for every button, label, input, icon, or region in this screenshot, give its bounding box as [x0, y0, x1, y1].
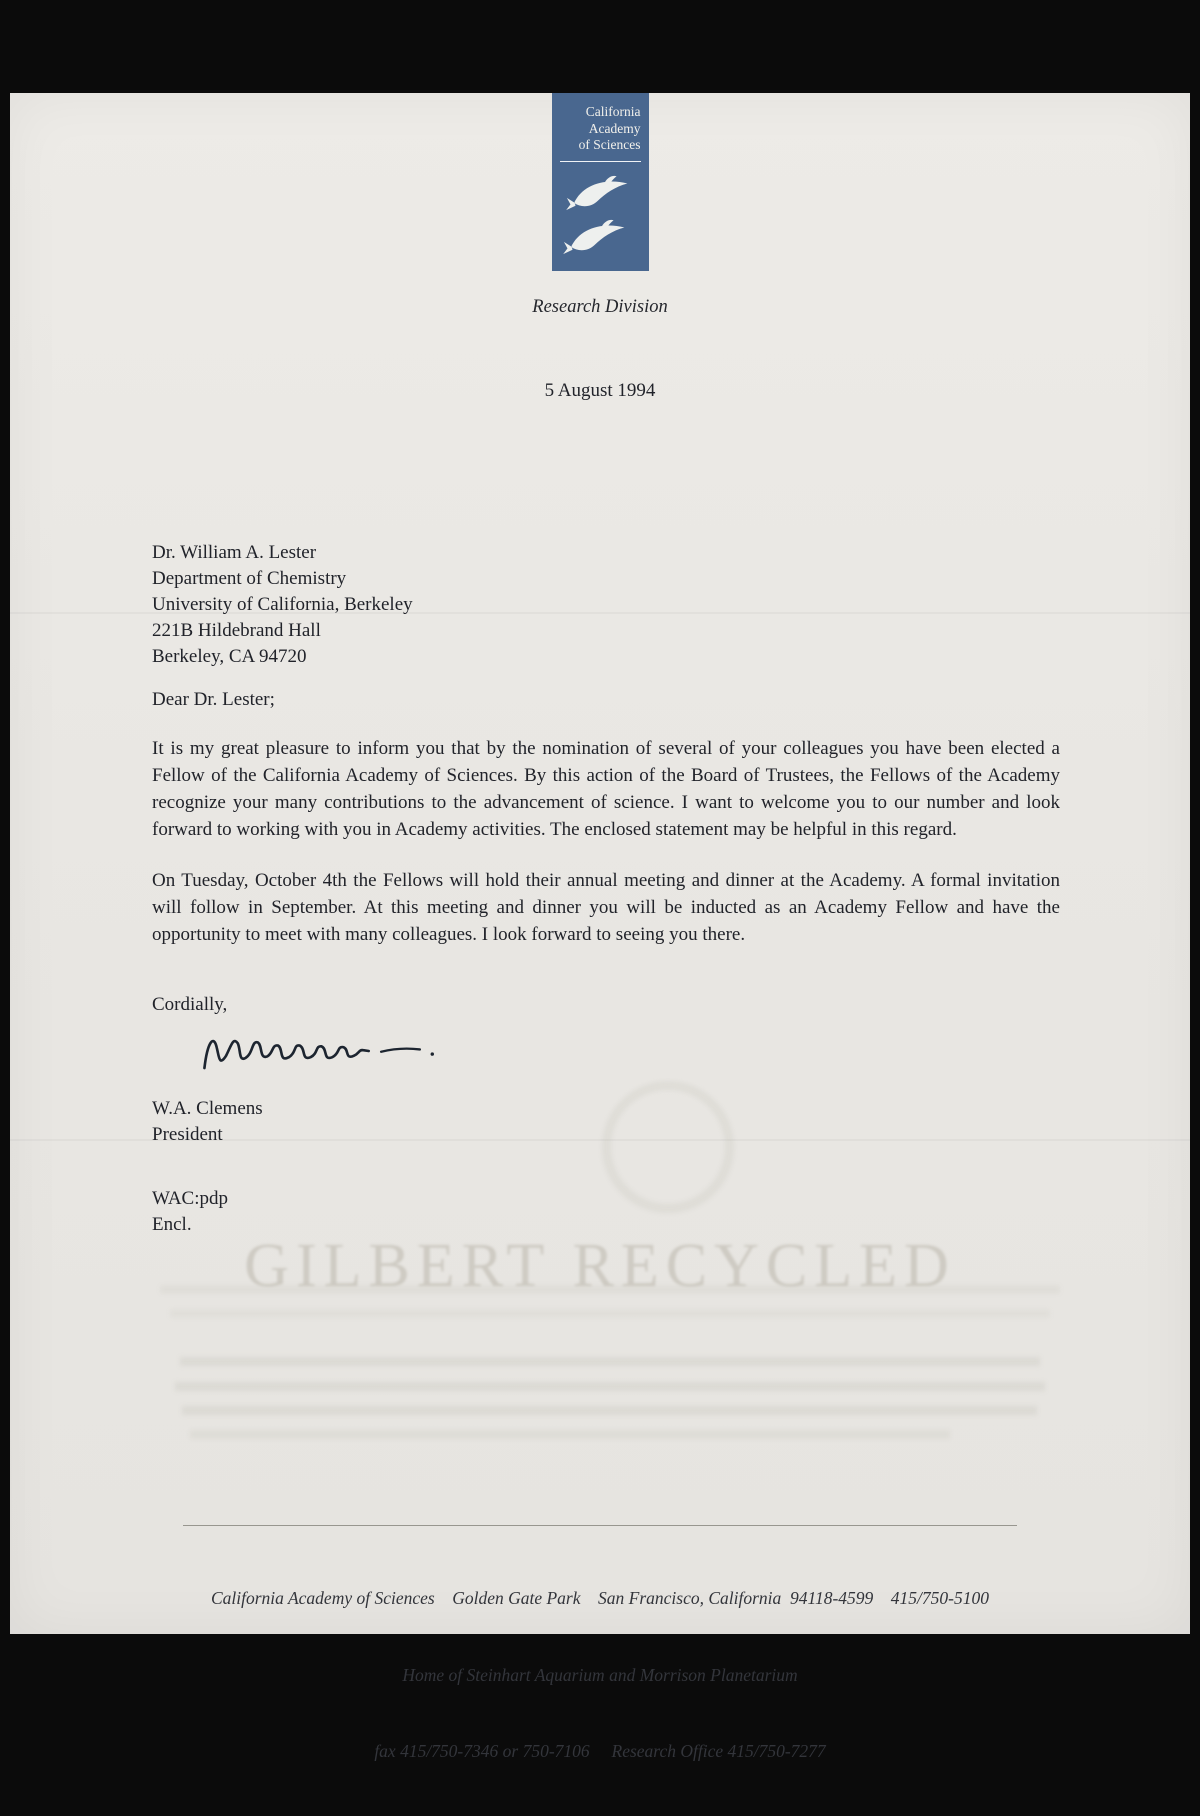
- recipient-city: Berkeley, CA 94720: [152, 646, 307, 667]
- footer-home-line: Home of Steinhart Aquarium and Morrison Planetarium: [402, 1664, 798, 1685]
- letter-page: [10, 93, 1190, 1761]
- handwritten-signature: [158, 1020, 1060, 1088]
- academy-logo-wordmark: [560, 104, 641, 162]
- bleed-through-line: [182, 1406, 1037, 1415]
- logo-line-3: of Sciences: [578, 137, 641, 152]
- bleed-through-line: [190, 1430, 950, 1439]
- salutation: Dear Dr. Lester;: [152, 689, 275, 710]
- dolphins-icon: [560, 174, 641, 260]
- body-paragraph-1: It is my great pleasure to inform you that by the nomination of several of your colleagues you have been elected a Fellow of the California Academy of Sciences. By this action of the Board of Trustees, the Fellows of the Academy recognize your many contributions to the advancement of science. I want to welcome you to our number and look forward to working with you in Academy activities. The enclosed statement may be helpful in this regard.: [152, 738, 1060, 840]
- recipient-university: University of California, Berkeley: [152, 594, 413, 615]
- letter-footer: [183, 1525, 1017, 1816]
- recipient-hall: 221B Hildebrand Hall: [152, 620, 321, 641]
- signer-title: President: [152, 1124, 223, 1145]
- dolphin-icon: [561, 218, 633, 260]
- letter-date: 5 August 1994: [544, 380, 656, 401]
- recipient-address: [152, 540, 1060, 670]
- enclosure-note: Encl.: [152, 1214, 192, 1235]
- bleed-through-line: [170, 1309, 1050, 1318]
- logo-line-2: Academy: [588, 120, 641, 136]
- signature-ink: [158, 1020, 488, 1082]
- typist-initials: WAC:pdp: [152, 1188, 228, 1209]
- closing: Cordially,: [152, 994, 228, 1015]
- recipient-dept: Department of Chemistry: [152, 568, 347, 589]
- logo-line-1: California: [585, 104, 641, 119]
- signer-name: W.A. Clemens: [152, 1098, 263, 1119]
- recipient-name: Dr. William A. Lester: [152, 542, 317, 563]
- academy-logo: [552, 93, 649, 271]
- footer-phone-line: fax 415/750-7346 or 750-7106 Research Office 415/750-7277: [374, 1741, 826, 1761]
- bleed-through-line: [175, 1382, 1045, 1391]
- letter-body: [152, 540, 1060, 1238]
- reference-block: [152, 1186, 1060, 1238]
- signer-block: [152, 1096, 1060, 1148]
- paper-watermark: GILBERT RECYCLED: [244, 1232, 956, 1300]
- division-name: Research Division: [532, 297, 668, 317]
- dolphin-icon: [564, 174, 636, 216]
- body-paragraph-2: On Tuesday, October 4th the Fellows will hold their annual meeting and dinner at the Academy. A formal invitation will follow in September. At this meeting and dinner you will be inducted as an Academy Fellow and have the opportunity to meet with many colleagues. I look forward to seeing you there.: [152, 870, 1060, 945]
- footer-address-line: California Academy of Sciences Golden Gate Park San Francisco, California 94118-4599 415/750-5100: [210, 1588, 989, 1608]
- bleed-through-line: [180, 1357, 1040, 1366]
- bleed-through-line: [160, 1285, 1060, 1294]
